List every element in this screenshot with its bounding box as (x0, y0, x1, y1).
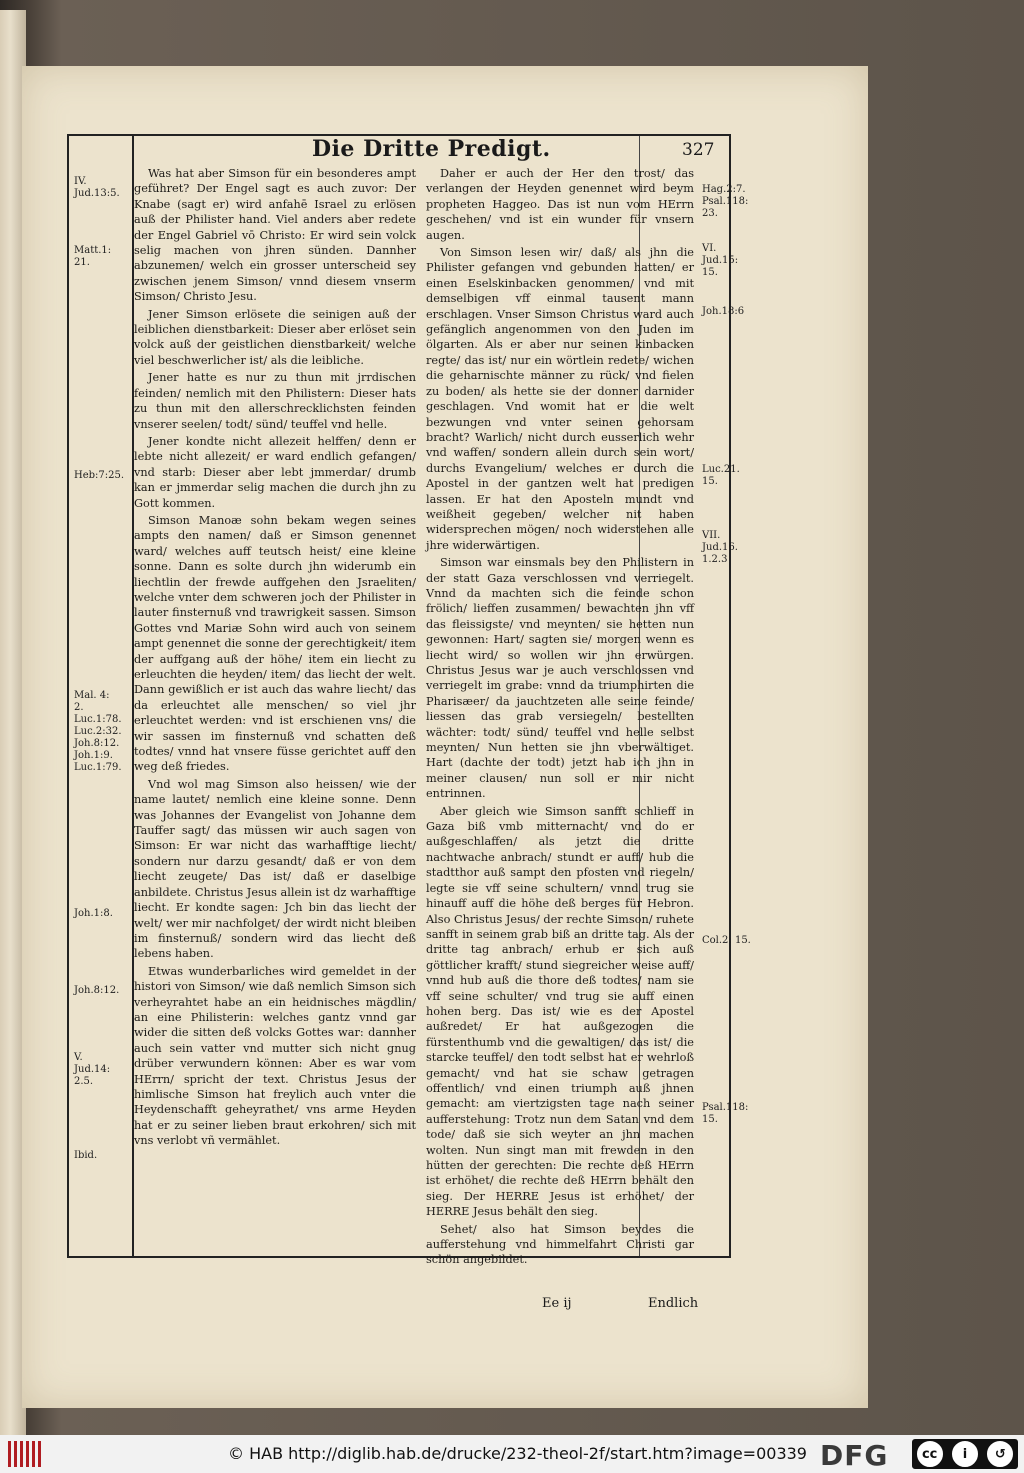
paragraph: Vnd wol mag Simson also heissen/ wie der name lautet/ nemlich eine kleine sonne. Denn was Johannes der Evangelist von Johanne dem Tauffer sagt/ das müssen wir auch sagen von Simson: Er war nicht das warhafftige liecht/ sondern nur darzu gesandt/ daß er von dem liecht zeugete/ Das ist/ daß er daselbige anbildete. Christus Jesus allein ist dz warhafftige liecht. Er kondte sagen: Jch bin das liecht der welt/ wer mir nachfolget/ der wirdt nicht bleiben im finsternuß/ sondern wird das liecht deß lebens haben. (134, 777, 416, 961)
paragraph: Simson Manoæ sohn bekam wegen seines ampts den namen/ daß er Simson genennet ward/ welches auff teutsch heist/ eine kleine sonne. Dann es solte durch jhn widerumb ein liechtlin der frewde auffgehen den Jsraeliten/ welche vnter dem schweren joch der Philister in lauter finsternuß vnd trawrigkeit sassen. Simson Gottes vnd Mariæ Sohn wird auch von seinem ampt genennet die sonne der gerechtigkeit/ item der auffgang auß der höhe/ item ein liecht zu erleuchten die heyden/ item/ das liecht der welt. Dann gewißlich er ist auch das wahre liecht/ das da erleuchtet alle menschen/ so viel jhr erleuchtet werden: vnd ist erschienen vns/ die wir sassen im finsternuß vnd schatten deß todtes/ vnnd hat vnsere füsse gerichtet auff den weg deß friedes. (134, 513, 416, 774)
hab-logo-icon (8, 1441, 42, 1467)
paragraph: Jener hatte es nur zu thun mit jrrdischen feinden/ nemlich mit den Philistern: Dieser hats zu thun mit den allerschrecklichsten feinden vnserer seelen/ todt/ sünd/ teuffel vnd helle. (134, 371, 416, 431)
margin-note: Joh.18:6 (702, 306, 745, 317)
paragraph: Simson war einsmals bey den Philistern in der statt Gaza verschlossen vnd verriegelt. Vnnd da machten sich die feinde schon frölich/ lieffen zusammen/ bewachten jhn vff das fleissigste/ vnd meynten/ sie hetten nun gewonnen: Hart/ sagten sie/ morgen wenn es liecht wird/ so wollen wir jhn erwürgen. Christus Jesus war je auch verschlossen vnd verriegelt im grabe: vnnd da triumphirten die Pharisæer/ da jauchtzeten alle seine feinde/ liessen das grab versiegeln/ bestellten wächter: todt/ sünd/ teuffel vnd helle selbst meynten/ Nun hetten sie jhn vberwältiget. Hart (dachte der todt) jetzt hab ich jhn in meiner clausen/ nun soll er mir nicht entrinnen. (426, 556, 694, 801)
margin-note: VII. Jud.16. 1.2.3 (702, 530, 738, 565)
paragraph: Daher er auch der Her den trost/ das verlangen der Heyden genennet wird beym propheten Haggeo. Das ist nun vom HErrn geschehen/ vnd ist ein wunder für vnsern augen. (426, 167, 694, 242)
margin-note: Mal. 4: 2. Luc.1:78. Luc.2:32. Joh.8:12. Joh.1:9. Luc.1:79. (74, 690, 122, 773)
book-page (22, 66, 868, 1408)
cc-license-badge[interactable] (912, 1439, 1018, 1469)
paragraph: Aber gleich wie Simson sanfft schlieff in Gaza biß vmb mitternacht/ vnd do er außgeschlaffen/ als jetzt die dritte nachtwache anbrach/ stundt er auff/ hub die stadtthor auß sampt den pfosten vnd riegeln/ legte sie vff seine schultern/ vnnd trug sie hinauff auff die höhe deß berges für Hebron. Also Christus Jesus/ der rechte Simson/ ruhete sanfft in seinem grab biß an dritte tag. Als der dritte tag anbrach/ erhub er sich auß göttlicher krafft/ stund siegreicher weise auff/ vnnd hub auß die thore deß todtes/ nam sie vff seine schulter/ vnd trug sie auff einen hohen berg. Das ist/ wie es der Apostel außredet/ Er hat außgezogen die fürstenthumb vnd die gewaltigen/ das ist/ die starcke teuffel/ den todt selbst hat er wehrloß gemacht/ vnd hat sie schaw getragen offentlich/ vnd einen triumph auß jhnen gemacht: am viertzigsten tage nach seiner aufferstehung: Trotz nun dem Satan vnd dem tode/ daß sie sich weyter an jhn machen wolten. Nun singt man mit frewden in den hütten der gerechten: Die rechte deß HErrn ist erhöhet/ die rechte deß HErrn behält den sieg. Der HERRE Jesus ist erhöhet/ der HERRE Jesus behält den sieg. (426, 804, 694, 1219)
dfg-logo: DFG (820, 1439, 889, 1472)
paragraph: Was hat aber Simson für ein besonderes ampt geführet? Der Engel sagt es auch zuvor: Der Knabe (sagt er) wird anfahē Israel zu erlösen auß der Philister hand. Viel anders aber redete der Engel Gabriel vō Christo: Er wird sein volck selig machen von jhren sünden. Dannher abzunemen/ welch ein grosser unterscheid sey zwischen jenem Simson/ vnnd diesem vnserm Simson/ Christo Jesu. (134, 167, 416, 304)
margin-note: Matt.1: 21. (74, 245, 112, 268)
margin-note: Joh.1:8. (74, 908, 113, 919)
right-text-column (426, 166, 694, 1270)
paragraph: Von Simson lesen wir/ daß/ als jhn die Philister gefangen vnd gebunden hatten/ er einen Eselskinbacken genommen/ vnd mit demselbigen vff einmal tausent mann erschlagen. Vnser Simson Christus ward auch gefänglich angenommen von den Juden im ölgarten. Als er aber nur seinen kinbacken regte/ das ist/ nur ein wörtlein redete/ wichen die geharnischte männer zu rück/ vnd fielen zu boden/ als hette sie der donner darnider geschlagen. Vnd womit hat er die welt bezwungen vnd vnter seinen gehorsam bracht? Warlich/ nicht durch eusserlich wehr vnd waffen/ sondern allein durch sein wort/ durchs Evangelium/ welches er durch die Apostel in der gantzen welt hat predigen lassen. Er hat den Aposteln mundt vnd weißheit gegeben/ welcher nit haben widersprechen mögen/ noch widerstehen alle jhre widerwärtigen. (426, 246, 694, 552)
footer-bar (0, 1435, 1024, 1473)
margin-note: IV. Jud.13:5. (74, 176, 120, 199)
paragraph: Sehet/ also hat Simson beydes die aufferstehung vnd himmelfahrt Christi gar schön angebildet. (426, 1222, 694, 1267)
page-number: 327 (682, 140, 715, 160)
margin-note: Joh.8:12. (74, 985, 120, 996)
margin-note: Ibid. (74, 1150, 98, 1161)
margin-note: Heb:7:25. (74, 470, 125, 481)
margin-note: Col.2: 15. (702, 935, 751, 946)
sa-icon: ↺ (987, 1441, 1013, 1467)
signature-mark: Ee ij (542, 1296, 572, 1311)
paragraph: Jener Simson erlösete die seinigen auß der leiblichen dienstbarkeit: Dieser aber erlöset sein volck auß der geistlichen dienstbarkeit/ welche viel beschwerlicher ist/ als die leibliche. (134, 307, 416, 367)
margin-note: VI. Jud.15: 15. (702, 243, 739, 278)
margin-note: Psal.118: 15. (702, 1102, 749, 1125)
margin-note: Luc.21. 15. (702, 464, 740, 487)
catchword: Endlich (648, 1296, 699, 1311)
paragraph: Etwas wunderbarliches wird gemeldet in der histori von Simson/ wie daß nemlich Simson sich verheyrahtet habe an ein heidnisches mägdlin/ an eine Philisterin: welches gantz vnnd gar wider die sitten deß volcks Gottes war: dannher auch sein vatter vnd mutter sich nicht gnug drüber verwundern können: Aber es war vom HErrn/ spricht der text. Christus Jesus der himlische Simson hat freylich auch vnter die Heydenschafft geheyrathet/ vns arme Heyden hat er zu seiner lieben braut erkohren/ sich mit vns verlobt vñ vermählet. (134, 964, 416, 1148)
paragraph: Jener kondte nicht allezeit helffen/ denn er lebte nicht allezeit/ er ward endlich gefangen/ vnd starb: Dieser aber lebt jmmerdar/ drumb kan er jmmerdar selig machen die durch jhn zu Gott kommen. (134, 434, 416, 510)
citation-link[interactable]: © HAB http://diglib.hab.de/drucke/232-theol-2f/start.htm?image=00339 (228, 1444, 807, 1463)
margin-note: V. Jud.14: 2.5. (74, 1052, 111, 1087)
page-title: Die Dritte Predigt. (312, 136, 551, 162)
margin-note: Hag.2:7. Psal.118: 23. (702, 184, 749, 219)
by-icon: i (952, 1441, 978, 1467)
cc-icon: cc (917, 1441, 943, 1467)
left-text-column (134, 166, 416, 1151)
